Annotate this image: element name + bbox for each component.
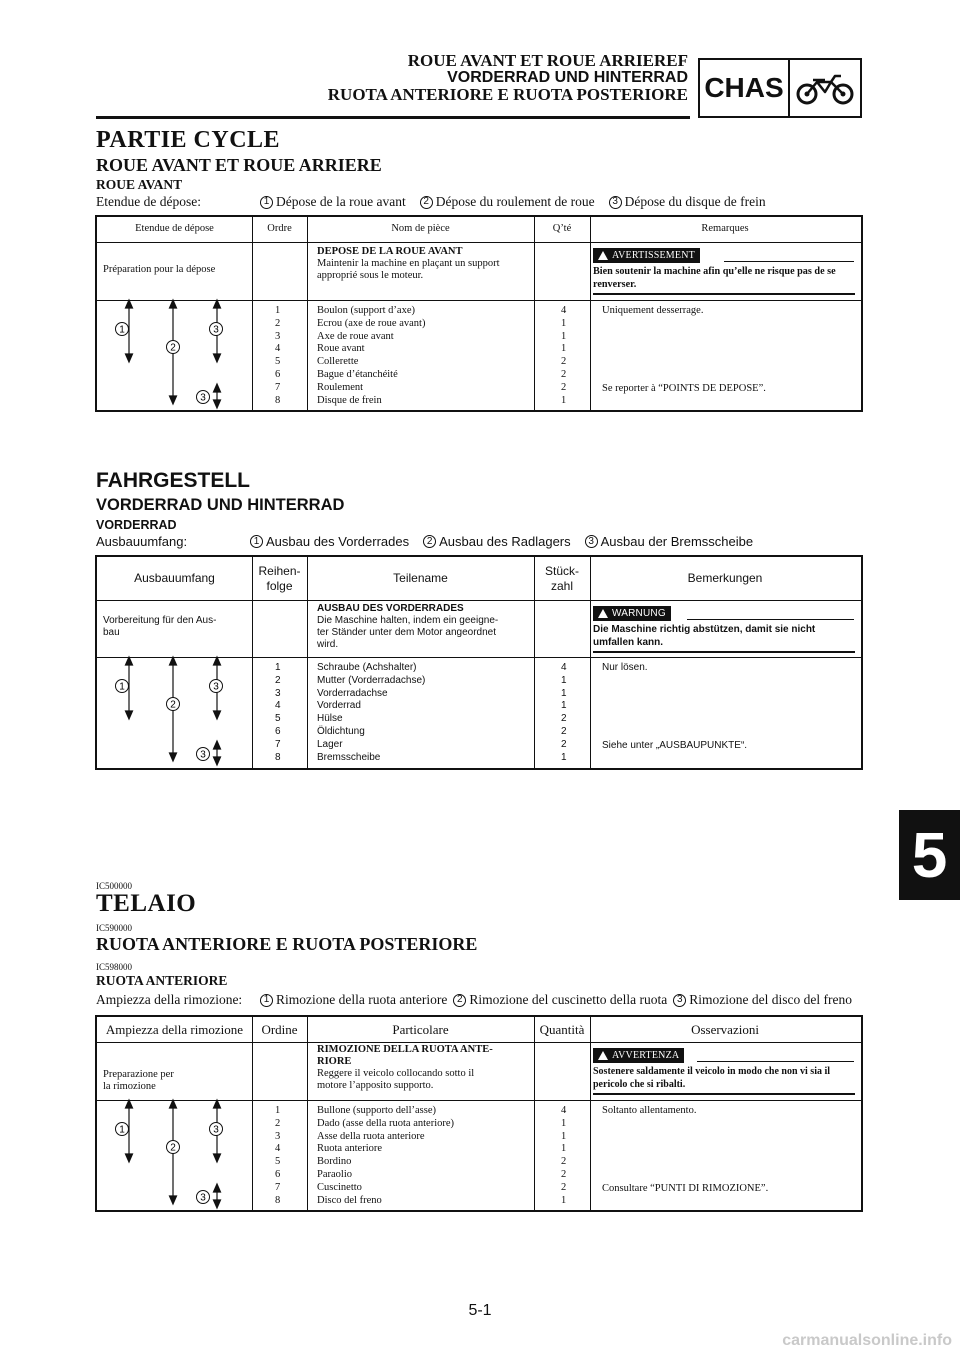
heading-fr: ROUE AVANT bbox=[96, 177, 183, 192]
prep-title: RIMOZIONE DELLA RUOTA ANTE- RIORE bbox=[317, 1044, 493, 1067]
warning-text: Die Maschine richtig abstützen, damit sie nicht umfallen kann. bbox=[593, 624, 816, 648]
remark: Uniquement desserrage. bbox=[602, 305, 704, 316]
part-list: Schraube (Achshalter) Mutter (Vorderradachse) Vorderradachse Vorderrad Hülse Öldichtung Lager Bremsscheibe bbox=[317, 662, 426, 763]
part-list: Bullone (supporto dell’asse) Dado (asse della ruota anteriore) Asse della ruota anteriore Ruota anteriore Bordino Paraolio Cuscinetto Disco del freno bbox=[317, 1105, 455, 1206]
diagram-label: 3 bbox=[200, 1192, 206, 1204]
remark: Se reporter à “POINTS DE DEPOSE”. bbox=[602, 383, 766, 394]
quantity-list: 4 1 1 1 2 2 2 1 bbox=[561, 305, 567, 406]
diagram-label: 2 bbox=[170, 699, 176, 711]
column-header: Particolare bbox=[392, 1021, 449, 1037]
column-header: Q’té bbox=[552, 223, 572, 235]
running-header bbox=[328, 52, 688, 103]
scope-item: Rimozione della ruota anteriore bbox=[276, 992, 448, 1007]
warning-icon bbox=[598, 609, 608, 618]
step-marker: 3 bbox=[585, 535, 598, 548]
section-badge-label: CHAS bbox=[700, 60, 790, 116]
header-title-de: VORDERRAD UND HINTERRAD bbox=[447, 69, 688, 86]
removal-scope-fr bbox=[96, 194, 780, 210]
warning-text: Sostenere saldamente il veicolo in modo che non vi sia il pericolo che si ribalti. bbox=[593, 1066, 831, 1090]
diagram-label: 2 bbox=[170, 342, 176, 354]
step-marker: 2 bbox=[420, 196, 433, 209]
heading-it: RUOTA ANTERIORE bbox=[96, 973, 228, 988]
part-list: Boulon (support d’axe) Ecrou (axe de roue avant) Axe de roue avant Roue avant Collerette Bague d’étanchéité Roulement Disque de frein bbox=[317, 305, 426, 406]
step-marker: 3 bbox=[609, 196, 622, 209]
step-marker: 2 bbox=[453, 994, 466, 1007]
column-header: Reihen- folge bbox=[258, 564, 301, 593]
subsection-title-fr: ROUE AVANT ET ROUE ARRIERE bbox=[96, 155, 382, 175]
step-marker: 3 bbox=[673, 994, 686, 1007]
diagram-label: 3 bbox=[213, 681, 219, 693]
warning-title: WARNUNG bbox=[612, 608, 666, 619]
step-marker: 1 bbox=[260, 994, 273, 1007]
scope-label: Ausbauumfang: bbox=[96, 534, 188, 549]
section-code: IC500000 bbox=[96, 881, 132, 891]
heading-de: VORDERRAD bbox=[96, 518, 177, 532]
scope-label: Ampiezza della rimozione: bbox=[96, 992, 243, 1007]
column-header: Remarques bbox=[701, 223, 749, 235]
warning-text: Bien soutenir la machine afin qu’elle ne risque pas de se renverser. bbox=[593, 266, 836, 290]
removal-table-fr bbox=[95, 215, 863, 412]
section-title-fr: PARTIE CYCLE bbox=[96, 127, 281, 153]
scope-item: Dépose du roulement de roue bbox=[435, 194, 595, 209]
order-list: 1 2 3 4 5 6 7 8 bbox=[275, 305, 281, 406]
scope-label: Etendue de dépose: bbox=[96, 194, 201, 209]
scope-item: Dépose de la roue avant bbox=[276, 194, 406, 209]
remark: Consultare “PUNTI DI RIMOZIONE”. bbox=[602, 1183, 769, 1194]
section-code: IC590000 bbox=[96, 923, 132, 933]
warning-box bbox=[593, 1048, 684, 1063]
header-rule bbox=[96, 116, 690, 119]
removal-scope-it bbox=[96, 992, 852, 1008]
prep-label: Préparation pour la dépose bbox=[103, 264, 216, 275]
section-badge bbox=[698, 58, 862, 118]
column-header: Ampiezza della rimozione bbox=[105, 1021, 244, 1037]
step-marker: 2 bbox=[423, 535, 436, 548]
quantity-list: 4 1 1 1 2 2 2 1 bbox=[561, 662, 567, 763]
remark: Soltanto allentamento. bbox=[602, 1105, 697, 1116]
diagram-label: 3 bbox=[200, 392, 206, 404]
column-header: Etendue de dépose bbox=[135, 223, 214, 235]
page-number: 5-1 bbox=[468, 1302, 492, 1319]
diagram-label: 3 bbox=[213, 324, 219, 336]
prep-text: Die Maschine halten, indem ein geeigne- ter Ständer unter dem Motor angeordnet wird. bbox=[317, 615, 499, 650]
prep-label: Vorbereitung für den Aus- bau bbox=[103, 615, 217, 638]
prep-title: DEPOSE DE LA ROUE AVANT bbox=[317, 246, 463, 257]
remark: Siehe unter „AUSBAUPUNKTE“. bbox=[602, 740, 748, 751]
chapter-tab: 5 bbox=[899, 810, 960, 900]
column-header: Ordine bbox=[261, 1021, 298, 1037]
column-header: Teilename bbox=[393, 571, 448, 586]
removal-table-it bbox=[95, 1015, 863, 1212]
warning-icon bbox=[598, 1051, 608, 1060]
quantity-list: 4 1 1 1 2 2 2 1 bbox=[561, 1105, 567, 1206]
column-header: Osservazioni bbox=[691, 1021, 759, 1037]
diagram-label: 3 bbox=[200, 749, 206, 761]
warning-title: AVVERTENZA bbox=[612, 1050, 680, 1061]
motorcycle-icon bbox=[790, 60, 860, 116]
diagram-label: 1 bbox=[119, 681, 125, 693]
section-title-it: TELAIO bbox=[96, 890, 197, 917]
warning-icon bbox=[598, 251, 608, 260]
scope-item: Rimozione del cuscinetto della ruota bbox=[469, 992, 668, 1007]
diagram-label: 1 bbox=[119, 1124, 125, 1136]
column-header: Quantità bbox=[539, 1021, 585, 1037]
prep-text: Maintenir la machine en plaçant un support approprié sous le moteur. bbox=[317, 258, 500, 281]
section-code: IC598000 bbox=[96, 962, 132, 972]
warning-box bbox=[593, 248, 700, 263]
sequence-diagram bbox=[97, 1100, 252, 1209]
scope-item: Ausbau des Radlagers bbox=[439, 534, 571, 549]
scope-item: Rimozione del disco del freno bbox=[689, 992, 852, 1007]
header-title-it: RUOTA ANTERIORE E RUOTA POSTERIORE bbox=[327, 85, 688, 104]
column-header: Ordre bbox=[267, 223, 292, 235]
column-header: Nom de pièce bbox=[391, 223, 450, 235]
subsection-title-it: RUOTA ANTERIORE E RUOTA POSTERIORE bbox=[96, 934, 478, 954]
step-marker: 1 bbox=[250, 535, 263, 548]
scope-item: Ausbau des Vorderrades bbox=[266, 534, 410, 549]
header-title-fr: ROUE AVANT ET ROUE ARRIEREF bbox=[407, 51, 688, 70]
removal-table-de bbox=[95, 555, 863, 770]
subsection-title-de: VORDERRAD UND HINTERRAD bbox=[96, 496, 345, 514]
warning-title: AVERTISSEMENT bbox=[612, 250, 695, 261]
column-header: Ausbauumfang bbox=[134, 571, 215, 586]
section-title-de: FAHRGESTELL bbox=[96, 469, 251, 492]
diagram-label: 3 bbox=[213, 1124, 219, 1136]
removal-scope-de bbox=[96, 534, 767, 549]
order-list: 1 2 3 4 5 6 7 8 bbox=[275, 662, 281, 763]
sequence-diagram bbox=[97, 657, 252, 769]
prep-title: AUSBAU DES VORDERRADES bbox=[317, 603, 464, 614]
order-list: 1 2 3 4 5 6 7 8 bbox=[275, 1105, 281, 1206]
diagram-label: 1 bbox=[119, 324, 125, 336]
prep-text: Reggere il veicolo collocando sotto il motore l’apposito supporto. bbox=[317, 1068, 475, 1091]
warning-box bbox=[593, 606, 671, 621]
scope-item: Ausbau der Bremsscheibe bbox=[600, 534, 754, 549]
scope-item: Dépose du disque de frein bbox=[624, 194, 766, 209]
step-marker: 1 bbox=[260, 196, 273, 209]
diagram-label: 2 bbox=[170, 1142, 176, 1154]
remark: Nur lösen. bbox=[602, 662, 648, 673]
column-header: Bemerkungen bbox=[687, 571, 763, 586]
watermark: carmanualsonline.info bbox=[782, 1332, 952, 1349]
column-header: Stück- zahl bbox=[544, 564, 579, 593]
sequence-diagram bbox=[97, 300, 252, 409]
prep-label: Preparazione per la rimozione bbox=[103, 1069, 174, 1092]
